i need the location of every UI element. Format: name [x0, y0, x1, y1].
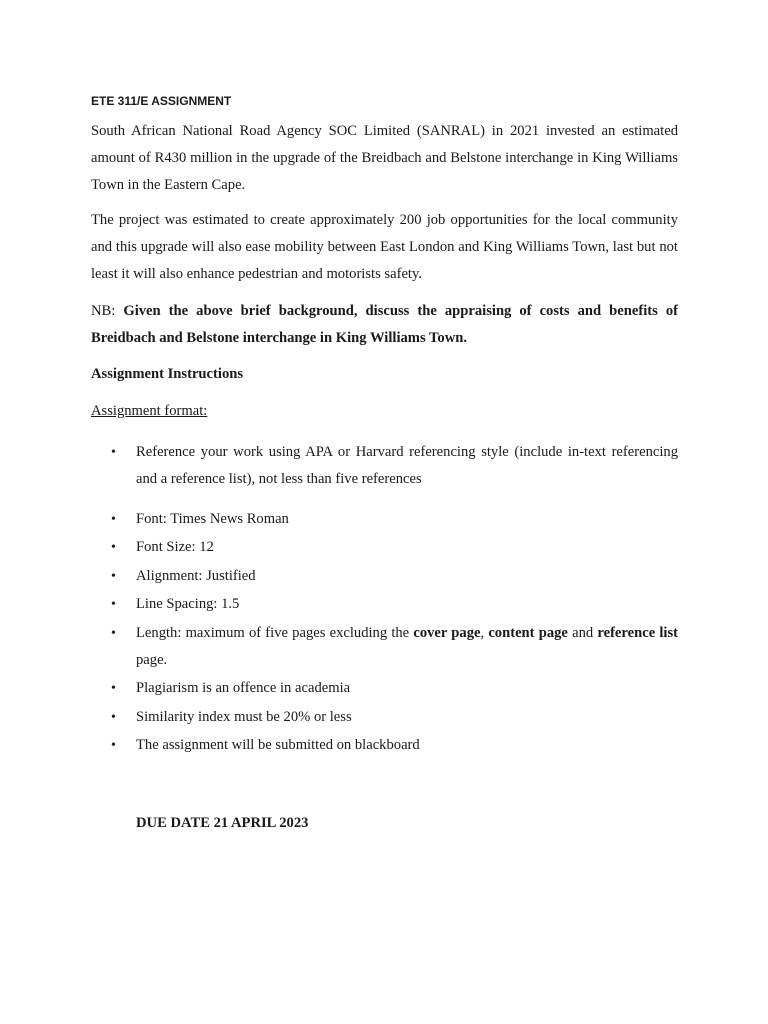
nb-prefix: NB:	[91, 303, 124, 319]
background-paragraph-1: South African National Road Agency SOC Limited (SANRAL) in 2021 invested an estimated amount of R430 million in the upgrade of the Breidbach and Belstone interchange in King Williams Town in the Eastern Cape.	[91, 123, 678, 193]
list-item-text: Plagiarism is an offence in academia	[136, 680, 351, 696]
bullet-icon: •	[111, 738, 116, 753]
reference-list-text: reference list	[597, 625, 679, 641]
bullet-icon: •	[111, 626, 116, 641]
list-item-text: Similarity index must be 20% or less	[136, 709, 352, 725]
bullet-icon: •	[111, 512, 116, 527]
length-text: Length: maximum of five pages excluding the	[136, 625, 414, 641]
list-item	[91, 439, 678, 493]
nb-question-text: Given the above brief background, discuss the appraising of costs and benefits of Breidbach and Belstone interchange in King Williams Town.	[91, 303, 678, 346]
background-paragraph-2: The project was estimated to create approximately 200 job opportunities for the local community and this upgrade will also ease mobility between East London and King Williams Town, last but not least it will also enhance pedestrian and motorists safety.	[91, 212, 678, 282]
list-item	[91, 732, 678, 759]
list-item-text: Alignment: Justified	[136, 568, 256, 584]
bullet-icon: •	[111, 569, 116, 584]
list-item	[91, 675, 678, 702]
assignment-heading: ETE 311/E ASSIGNMENT	[91, 94, 232, 108]
format-title: Assignment format:	[91, 403, 208, 419]
list-item-text: Font Size: 12	[136, 539, 214, 555]
list-item	[91, 563, 678, 590]
bullet-icon: •	[111, 597, 116, 612]
list-item	[91, 534, 678, 561]
list-item	[91, 704, 678, 731]
page-suffix-text: page.	[136, 652, 168, 668]
bullet-icon: •	[111, 540, 116, 555]
list-item-text: Line Spacing: 1.5	[136, 596, 240, 612]
list-item	[91, 620, 678, 674]
instructions-title: Assignment Instructions	[91, 366, 244, 382]
content-page-text: content page	[488, 625, 568, 641]
due-date: DUE DATE 21 APRIL 2023	[136, 815, 309, 831]
and-text: and	[567, 625, 598, 641]
list-item	[91, 506, 678, 533]
bullet-icon: •	[111, 445, 116, 460]
list-item-text: The assignment will be submitted on blackboard	[136, 737, 420, 753]
cover-page-text: cover page	[413, 625, 481, 641]
list-item-text: Reference your work using APA or Harvard referencing style (include in-text referencing and a reference list), not less than five references	[136, 444, 678, 487]
bullet-icon: •	[111, 710, 116, 725]
bullet-icon: •	[111, 681, 116, 696]
list-item-text	[136, 620, 678, 674]
document-page	[91, 0, 678, 1024]
separator-text: ,	[480, 625, 489, 641]
list-item-text: Font: Times News Roman	[136, 511, 289, 527]
list-item	[91, 591, 678, 618]
nb-question	[91, 298, 678, 352]
